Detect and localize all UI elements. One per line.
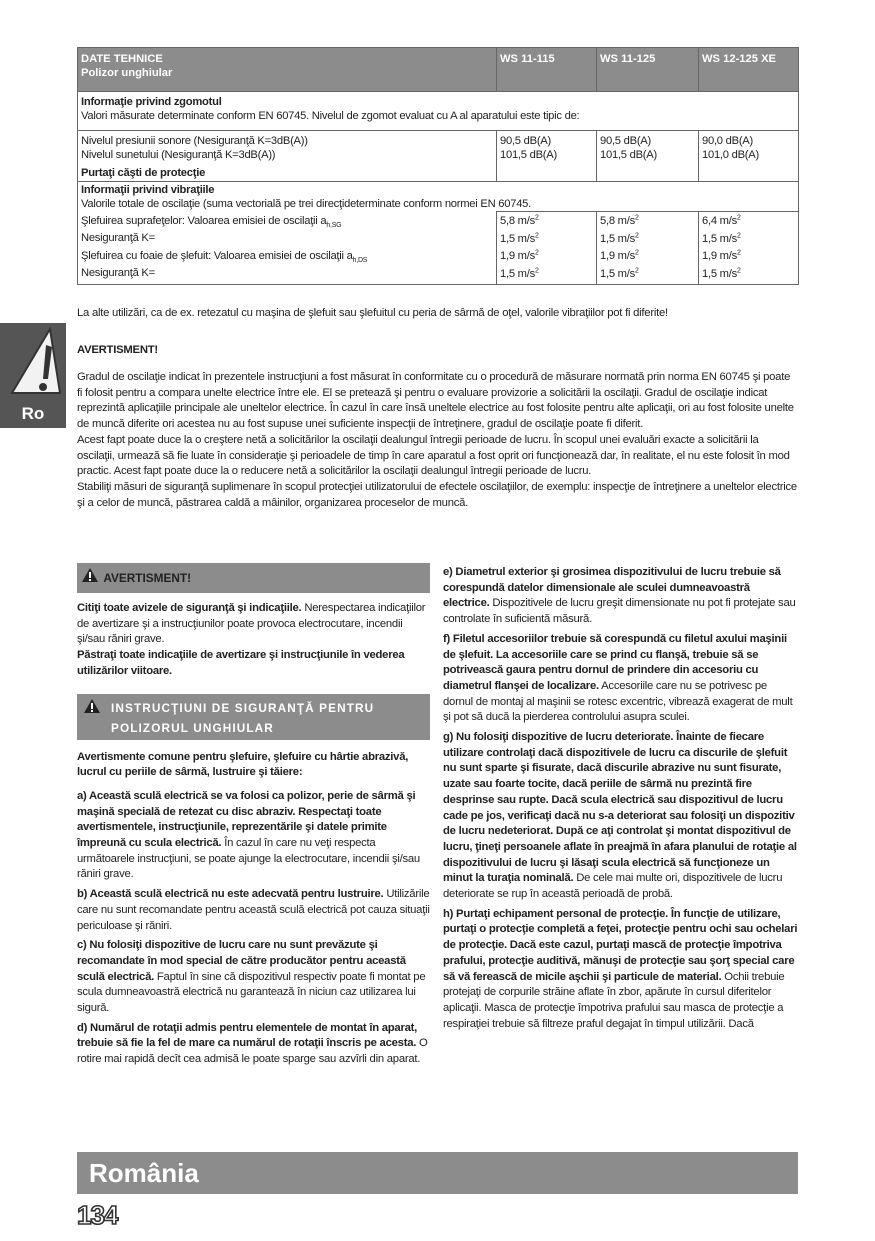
section-title-line1: INSTRUCŢIUNI DE SIGURANŢĂ PENTRU (111, 700, 375, 715)
instruction-item: h) Purtaţi echipament personal de protecţie. În funcţie de utilizare, purtaţi o protecţie completă a feţei, protecţie pentru ochi sau ochelari de protecţie. Dacă este cazul, purtaţi mască de protecţie împotriva prafului, protecţie auditivă, mănuşi de protecţie sau şorţ special care să vă ferească de micile aşchii şi particule de material. Ochii trebuie protejaţi de corpurile străine aflate în zbor, apărute în cursul diferitelor aplicaţii. Masca de protecţie împotriva prafului sau masca de protecţie a respiraţiei trebuie să filtreze praful degajat în timpul utilizării. Dacă (443, 907, 798, 1030)
instruction-item: a) Această sculă electrică se va folosi ca polizor, perie de sârmă şi maşină specială de retezat cu disc abraziv. Respectaţi toate avertismentele, instrucţiunile, reprezentările şi datele primite împreună cu scula electrică. În cazul în care nu veţi respecta următoarele instrucţiuni, se poate ajunge la electrocutare, incendii şi/sau răniri grave. (77, 789, 420, 881)
vibration-value: 1,9 $m/s^2$ (600, 249, 639, 262)
noise-description: Valori măsurate determinate conform EN 60745. Nivelul de zgomot evaluat cu A al aparatului este tipic de: (81, 110, 580, 122)
sound-pressure-label: Nivelul presiunii sonore (Nesiguranţă K=3dB(A)) (81, 135, 308, 147)
instruction-item: b) Această sculă electrică nu este adecvată pentru lustruire. Utilizările care nu sunt recomandate pentru această sculă electrică pot cauza situaţii periculoase şi răniri. (77, 888, 430, 932)
sound-power-label: Nivelul sunetului (Nesiguranţă K=3dB(A)) (81, 149, 276, 161)
warning-icon (81, 564, 99, 594)
vibration-description: Valorile totale de oscilaţie (suma vectorială pe trei direcţideterminate conform normei EN 60745. (81, 198, 531, 210)
instruction-item: g) Nu folosiţi dispozitive de lucru deteriorate. Înainte de fiecare utilizare controlaţi dacă dispozitivele de lucru ca discurile de şlefuit nu sunt sparte şi fisurate, dacă discurile abrazive nu sunt fisurate, uzate sau foarte tocite, dacă periile de sârmă nu prezintă fire desprinse sau rupte. Dacă scula electrică sau dispozitivul de lucru cade pe jos, verificaţi dacă nu s-a deteriorat sau folosiţi un dispozitiv de lucru nedeteriorat. După ce aţi controlat şi montat dispozitivul de lucru, ţineţi persoanele aflate în preajmă în afara planului de rotaţie al dispozitivului de lucru şi lăsaţi scula electrică să funcţioneze un minut la turaţia nominală. De cele mai multe ori, dispozitivele de lucru deteriorate se rup în această perioadă de probă. (443, 731, 797, 901)
technical-data-table (77, 47, 799, 285)
noise-value: 101,0 dB(A) (702, 149, 759, 161)
country-name: România (89, 1158, 199, 1188)
vibration-values-row (78, 212, 799, 285)
page-number: 134 (77, 1200, 118, 1230)
instruction-item: e) Diametrul exterior şi grosimea dispozitivului de lucru trebuie să corespundă datelor dimensionale ale sculei dumneavoastră electrice. Dispozitivele de lucru greşit dimensionate nu pot fi protejate sau controlate în suficientă măsură. (443, 566, 796, 626)
warning-keep-text: Păstraţi toate indicaţiile de avertizare şi instrucţiunile în vederea utilizărilor viitoare. (77, 649, 405, 677)
country-footer (77, 1152, 798, 1194)
right-column (443, 565, 798, 1032)
vibration-note: La alte utilizări, ca de ex. retezatul cu maşina de şlefuit sau şlefuitul cu peria de sârmă de oţel, valorile vibraţiilor pot fi diferite! (77, 307, 668, 319)
left-column (77, 563, 430, 1068)
vibration-value: 6,4 $m/s^2$ (702, 214, 741, 227)
vibration-value: 1,9 $m/s^2$ (500, 249, 539, 262)
table-title-cell (78, 48, 497, 92)
noise-value: 90,5 dB(A) (500, 135, 551, 147)
noise-values-row (78, 131, 799, 182)
noise-value: 101,5 dB(A) (500, 149, 557, 161)
instruction-item: d) Numărul de rotaţii admis pentru elementele de montat în aparat, trebuie să fie la fel de mare ca numărul de rotaţii înscris pe acesta. O rotire mai rapidă decît cea admisă le poate sparge sau azvîrli din aparat. (77, 1021, 428, 1066)
noise-value: 101,5 dB(A) (600, 149, 657, 161)
vibration-value: 1,5 $m/s^2$ (702, 231, 741, 245)
instruction-item: c) Nu folosiţi dispozitive de lucru care nu sunt prevăzute şi recomandate în mod special de către producător pentru această sculă electrică. Faptul în sine că dispozitivul respectiv poate fi montat pe scula dumneavoastră electrică nu garantează în niciun caz utilizarea lui sigură. (77, 939, 426, 1015)
language-label: Ro (21, 404, 45, 423)
column-header-ws12-125xe: WS 12-125 XE (699, 48, 799, 92)
warning-triangle-icon (10, 327, 62, 402)
table-header-row (78, 48, 799, 92)
vibration-value: 1,5 $m/s^2$ (702, 266, 741, 280)
uncertainty-label: Nesiguranţă K= (81, 232, 155, 244)
vibration-value: 1,5 $m/s^2$ (500, 231, 539, 245)
section-intro: Avertismente comune pentru şlefuire, şlefuire cu hârtie abrazivă, lucrul cu periile de sârmă, lustruire şi tăiere: (77, 750, 409, 779)
vibration-value: 1,9 $m/s^2$ (702, 249, 741, 262)
vibration-info-row (78, 182, 799, 212)
warning-text: Citiţi toate avizele de siguranţă şi indicaţiile. Nerespectarea indicaţiilor de avertizare şi a instrucţiunilor poate provoca electrocutare, incendii şi/sau răniri grave. (77, 602, 426, 646)
ear-protection-note: Purtaţi căşti de protecţie (81, 167, 206, 179)
vibration-value: 1,5 $m/s^2$ (600, 231, 639, 245)
table-title: DATE TEHNICE (81, 53, 163, 65)
column-header-ws11-125: WS 11-125 (597, 48, 699, 92)
warning-heading: AVERTISMENT! (77, 344, 158, 356)
uncertainty-label: Nesiguranţă K= (81, 267, 155, 279)
noise-heading: Informaţie privind zgomotul (81, 96, 222, 108)
column-header-ws11-115: WS 11-115 (497, 48, 597, 92)
surface-grinding-label: Şlefuirea suprafeţelor: Valoarea emisiei de oscilaţii $a_{h,SG}$ (81, 214, 342, 229)
vibration-value: 5,8 $m/s^2$ (600, 214, 639, 227)
table-subtitle: Polizor unghiular (81, 67, 173, 79)
vibration-heading: Informaţii privind vibraţiile (81, 184, 215, 196)
sanding-label: Şlefuirea cu foaie de şlefuit: Valoarea emisiei de oscilaţii $a_{h,DS}$ (81, 249, 368, 264)
warning-icon (83, 698, 101, 738)
warning-paragraph: Gradul de oscilaţie indicat în prezentele instrucţiuni a fost măsurat în conformitate cu o procedură de măsurare normată prin norma EN 60745 şi poate fi folosit pentru a compara unelte electrice între ele. El se pretează şi pentru o evaluare provizorie a solicitării la oscilaţii. Gradul de oscilaţie indicat reprezintă aplicaţiile principale ale uneltelor electrice. În cazul în care însă uneltele electrice au fost folosite pentru alte aplicaţii, ori au fost folosite unelte de muncă diferite ori acestea nu au fost supuse unei suficiente inspecţii de întreţinere, gradul de oscilaţie poate fi diferit. Acest fapt poate duce la o creştere netă a solicitărilor la oscilaţii dealungul întregii perioade de lucru. În scopul unei evaluări exacte a solicitării la oscilaţii, urmează să fie luate în consideraţie şi perioadele de timp în care aparatul a fost oprit ori funcţionează dar, în realitate, el nu este folosit în mod practic. Acest fapt poate duce la o reducere netă a solicitărilor la oscilaţii dealungul întregii perioade de lucru. Stabiliţi măsuri de siguranţă suplimenare în scopul protecţiei utilizatorului de efectele oscilaţiilor, de exemplu: inspecţie de întreţinere a uneltelor electrice şi a celor de muncă, păstrarea caldă a mâinilor, organizarea proceselor de muncă. (77, 371, 797, 509)
instruction-item: f) Filetul accesoriilor trebuie să corespundă cu filetul axului maşinii de şlefuit. La accesoriile care se prind cu flanşă, trebuie să se potrivească gaura pentru dornul de prindere din accesoriu cu diametrul flanşei de localizare. Accesoriile care nu se potrivesc pe dornul de montaj al maşinii se rotesc excentric, vibrează exagerat de mult şi pot să ducă la pierderea controlului asupra sculei. (443, 632, 793, 724)
noise-value: 90,5 dB(A) (600, 135, 651, 147)
section-title-line2: POLIZORUL UNGHIULAR (111, 720, 274, 735)
noise-value: 90,0 dB(A) (702, 135, 753, 147)
warning-bar (77, 563, 430, 593)
vibration-value: 5,8 $m/s^2$ (500, 214, 539, 227)
noise-info-row (78, 92, 799, 131)
warning-title: AVERTISMENT! (103, 571, 191, 585)
vibration-value: 1,5 $m/s^2$ (500, 266, 539, 280)
section-title-bar (77, 694, 430, 740)
vibration-value: 1,5 $m/s^2$ (600, 266, 639, 280)
